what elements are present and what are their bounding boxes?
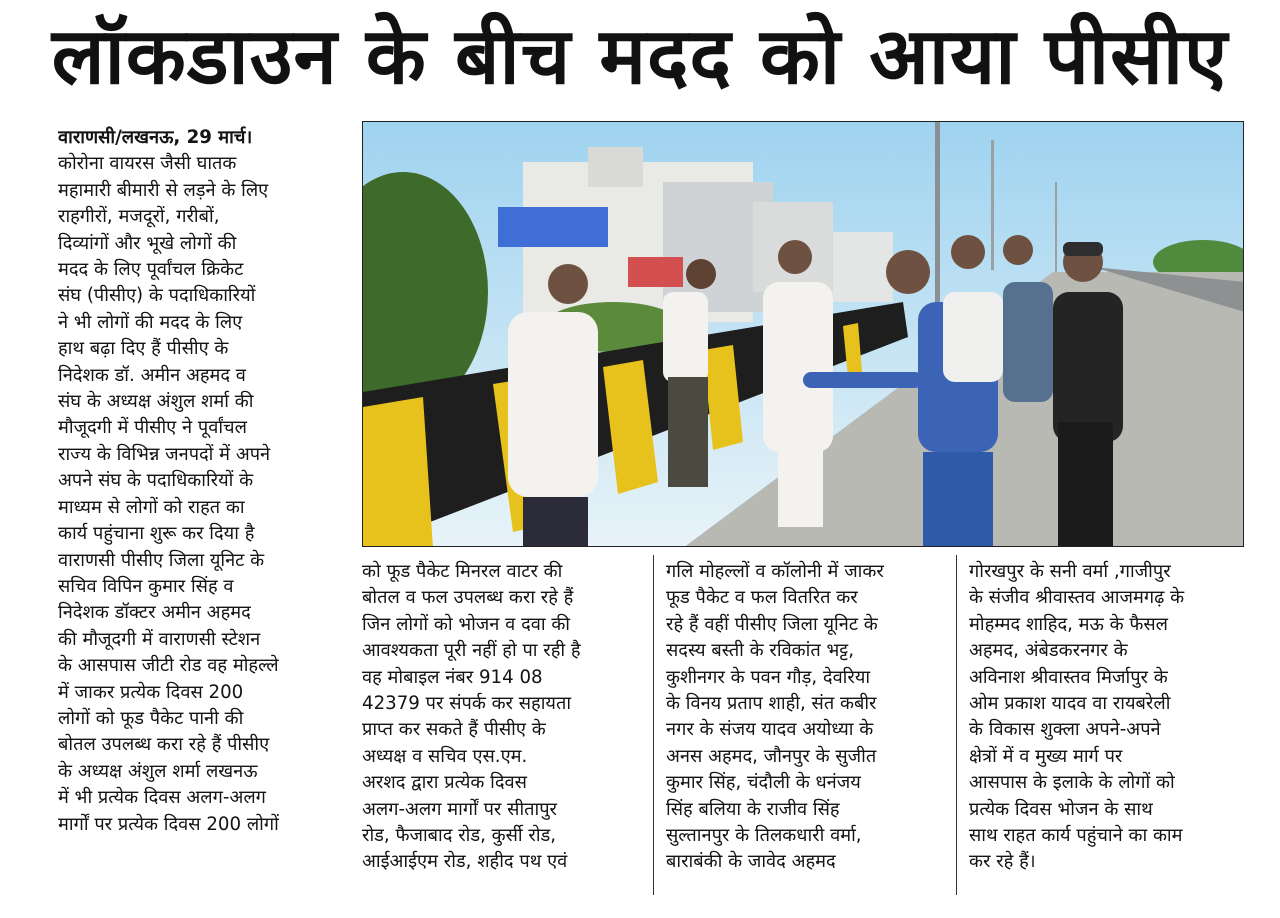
- article-text-line: के अध्यक्ष अंशुल शर्मा लखनऊ: [58, 760, 258, 782]
- article-text-line: में जाकर प्रत्येक दिवस 200: [58, 681, 244, 703]
- article-text-line: आसपास के इलाके के लोगों को: [969, 772, 1175, 794]
- article-column-4: [969, 559, 1245, 876]
- article-text-line: रोड, फैजाबाद रोड, कुर्सी रोड,: [362, 825, 557, 847]
- article-text-line: निदेशक डॉक्टर अमीन अहमद: [58, 602, 251, 624]
- article-text-line: ओम प्रकाश यादव वा रायबरेली: [969, 693, 1171, 715]
- article-text-line: नगर के संजय यादव अयोध्या के: [666, 719, 874, 741]
- article-text-line: गोरखपुर के सनी वर्मा ,गाजीपुर: [969, 561, 1171, 582]
- article-text-line: फूड पैकेट व फल वितरित कर: [666, 587, 858, 609]
- article-text-line: कर रहे हैं।: [969, 851, 1036, 873]
- article-text-line: के संजीव श्रीवास्तव आजमगढ़ के: [969, 587, 1185, 609]
- article-text-line: ने भी लोगों की मदद के लिए: [58, 311, 243, 333]
- article-text-line: रहे हैं वहीं पीसीए जिला यूनिट के: [666, 613, 878, 635]
- article-text-line: राहगीरों, मजदूरों, गरीबों,: [58, 206, 220, 228]
- article-text-line: आईआईएम रोड, शहीद पथ एवं: [362, 851, 568, 873]
- article-text-line: महामारी बीमारी से लड़ने के लिए: [58, 179, 269, 201]
- article-text-line: बोतल व फल उपलब्ध करा रहे हैं: [362, 587, 574, 609]
- article-text-line: के विनय प्रताप शाही, संत कबीर: [666, 693, 877, 715]
- article-text-line: 42379 पर संपर्क कर सहायता: [362, 693, 572, 715]
- article-text-line: सदस्य बस्ती के रविकांत भट्ट,: [666, 640, 854, 662]
- article-text-line: माध्यम से लोगों को राहत का: [58, 496, 245, 518]
- article-column-2: [362, 559, 638, 876]
- article-text-line: संघ के अध्यक्ष अंशुल शर्मा की: [58, 391, 254, 413]
- article-text-line: सचिव विपिन कुमार सिंह व: [58, 575, 234, 597]
- article-text-line: सुल्तानपुर के तिलकधारी वर्मा,: [666, 825, 862, 847]
- article-text-line: साथ राहत कार्य पहुंचाने का काम: [969, 825, 1183, 847]
- article-text-line: दिव्यांगों और भूखे लोगों की: [58, 232, 237, 254]
- article-text-line: बाराबंकी के जावेद अहमद: [666, 851, 836, 873]
- article-text-line: में भी प्रत्येक दिवस अलग-अलग: [58, 787, 266, 809]
- article-text-line: के आसपास जीटी रोड वह मोहल्ले: [58, 655, 279, 677]
- article-text-line: प्राप्त कर सकते हैं पीसीए के: [362, 719, 546, 741]
- article-text-line: वाराणसी पीसीए जिला यूनिट के: [58, 549, 265, 571]
- article-text-line: कुशीनगर के पवन गौड़, देवरिया: [666, 666, 871, 688]
- article-text-line: लोगों को फूड पैकेट पानी की: [58, 707, 244, 729]
- news-photo: [362, 121, 1244, 547]
- article-text-line: आवश्यकता पूरी नहीं हो पा रही है: [362, 640, 581, 662]
- article-text-line: वह मोबाइल नंबर 914 08: [362, 666, 543, 688]
- article-text-line: जिन लोगों को भोजन व दवा की: [362, 613, 571, 635]
- article-text-line: के विकास शुक्ला अपने-अपने: [969, 719, 1161, 741]
- article-text-line: अहमद, अंबेडकरनगर के: [969, 640, 1128, 662]
- article-text-line: की मौजूदगी में वाराणसी स्टेशन: [58, 628, 261, 650]
- article-text-line: कुमार सिंह, चंदौली के धनंजय: [666, 772, 861, 794]
- article-column-3: [666, 559, 942, 876]
- photo-illustration: [363, 122, 1244, 547]
- article-text-line: मदद के लिए पूर्वांचल क्रिकेट: [58, 259, 244, 281]
- article-text-line: को फूड पैकेट मिनरल वाटर की: [362, 561, 563, 582]
- column-divider: [653, 555, 654, 895]
- article-text-line: प्रत्येक दिवस भोजन के साथ: [969, 798, 1153, 820]
- article-text-line: निदेशक डॉ. अमीन अहमद व: [58, 364, 246, 386]
- article-text-line: बोतल उपलब्ध करा रहे हैं पीसीए: [58, 734, 270, 756]
- article-text-line: अलग-अलग मार्गों पर सीतापुर: [362, 798, 557, 820]
- article-text-line: मार्गों पर प्रत्येक दिवस 200 लोगों: [58, 813, 279, 835]
- article-text-line: अनस अहमद, जौनपुर के सुजीत: [666, 745, 877, 767]
- article-text-line: क्षेत्रों में व मुख्य मार्ग पर: [969, 745, 1123, 767]
- column-divider: [956, 555, 957, 895]
- article-text-line: संघ (पीसीए) के पदाधिकारियों: [58, 285, 256, 307]
- article-text-line: कार्य पहुंचाना शुरू कर दिया है: [58, 523, 255, 545]
- article-text-line: गलि मोहल्लों व कॉलोनी में जाकर: [666, 561, 884, 582]
- article-column-1: [58, 125, 334, 838]
- article-text-line: सिंह बलिया के राजीव सिंह: [666, 798, 840, 820]
- headline: लॉकडाउन के बीच मदद को आया पीसीए: [51, 12, 1229, 102]
- dateline: वाराणसी/लखनऊ, 29 मार्च।: [58, 127, 253, 148]
- article-text-line: कोरोना वायरस जैसी घातक: [58, 153, 237, 175]
- article-text-line: मौजूदगी में पीसीए ने पूर्वांचल: [58, 417, 247, 439]
- article-text-line: अपने संघ के पदाधिकारियों के: [58, 470, 254, 492]
- article-text-line: अविनाश श्रीवास्तव मिर्जापुर के: [969, 666, 1168, 688]
- article-text-line: हाथ बढ़ा दिए हैं पीसीए के: [58, 338, 229, 360]
- article-text-line: मोहम्मद शाहिद, मऊ के फैसल: [969, 613, 1168, 635]
- article-text-line: राज्य के विभिन्न जनपदों में अपने: [58, 443, 271, 465]
- article-text-line: अध्यक्ष व सचिव एस.एम.: [362, 745, 528, 767]
- article-text-line: अरशद द्वारा प्रत्येक दिवस: [362, 772, 527, 794]
